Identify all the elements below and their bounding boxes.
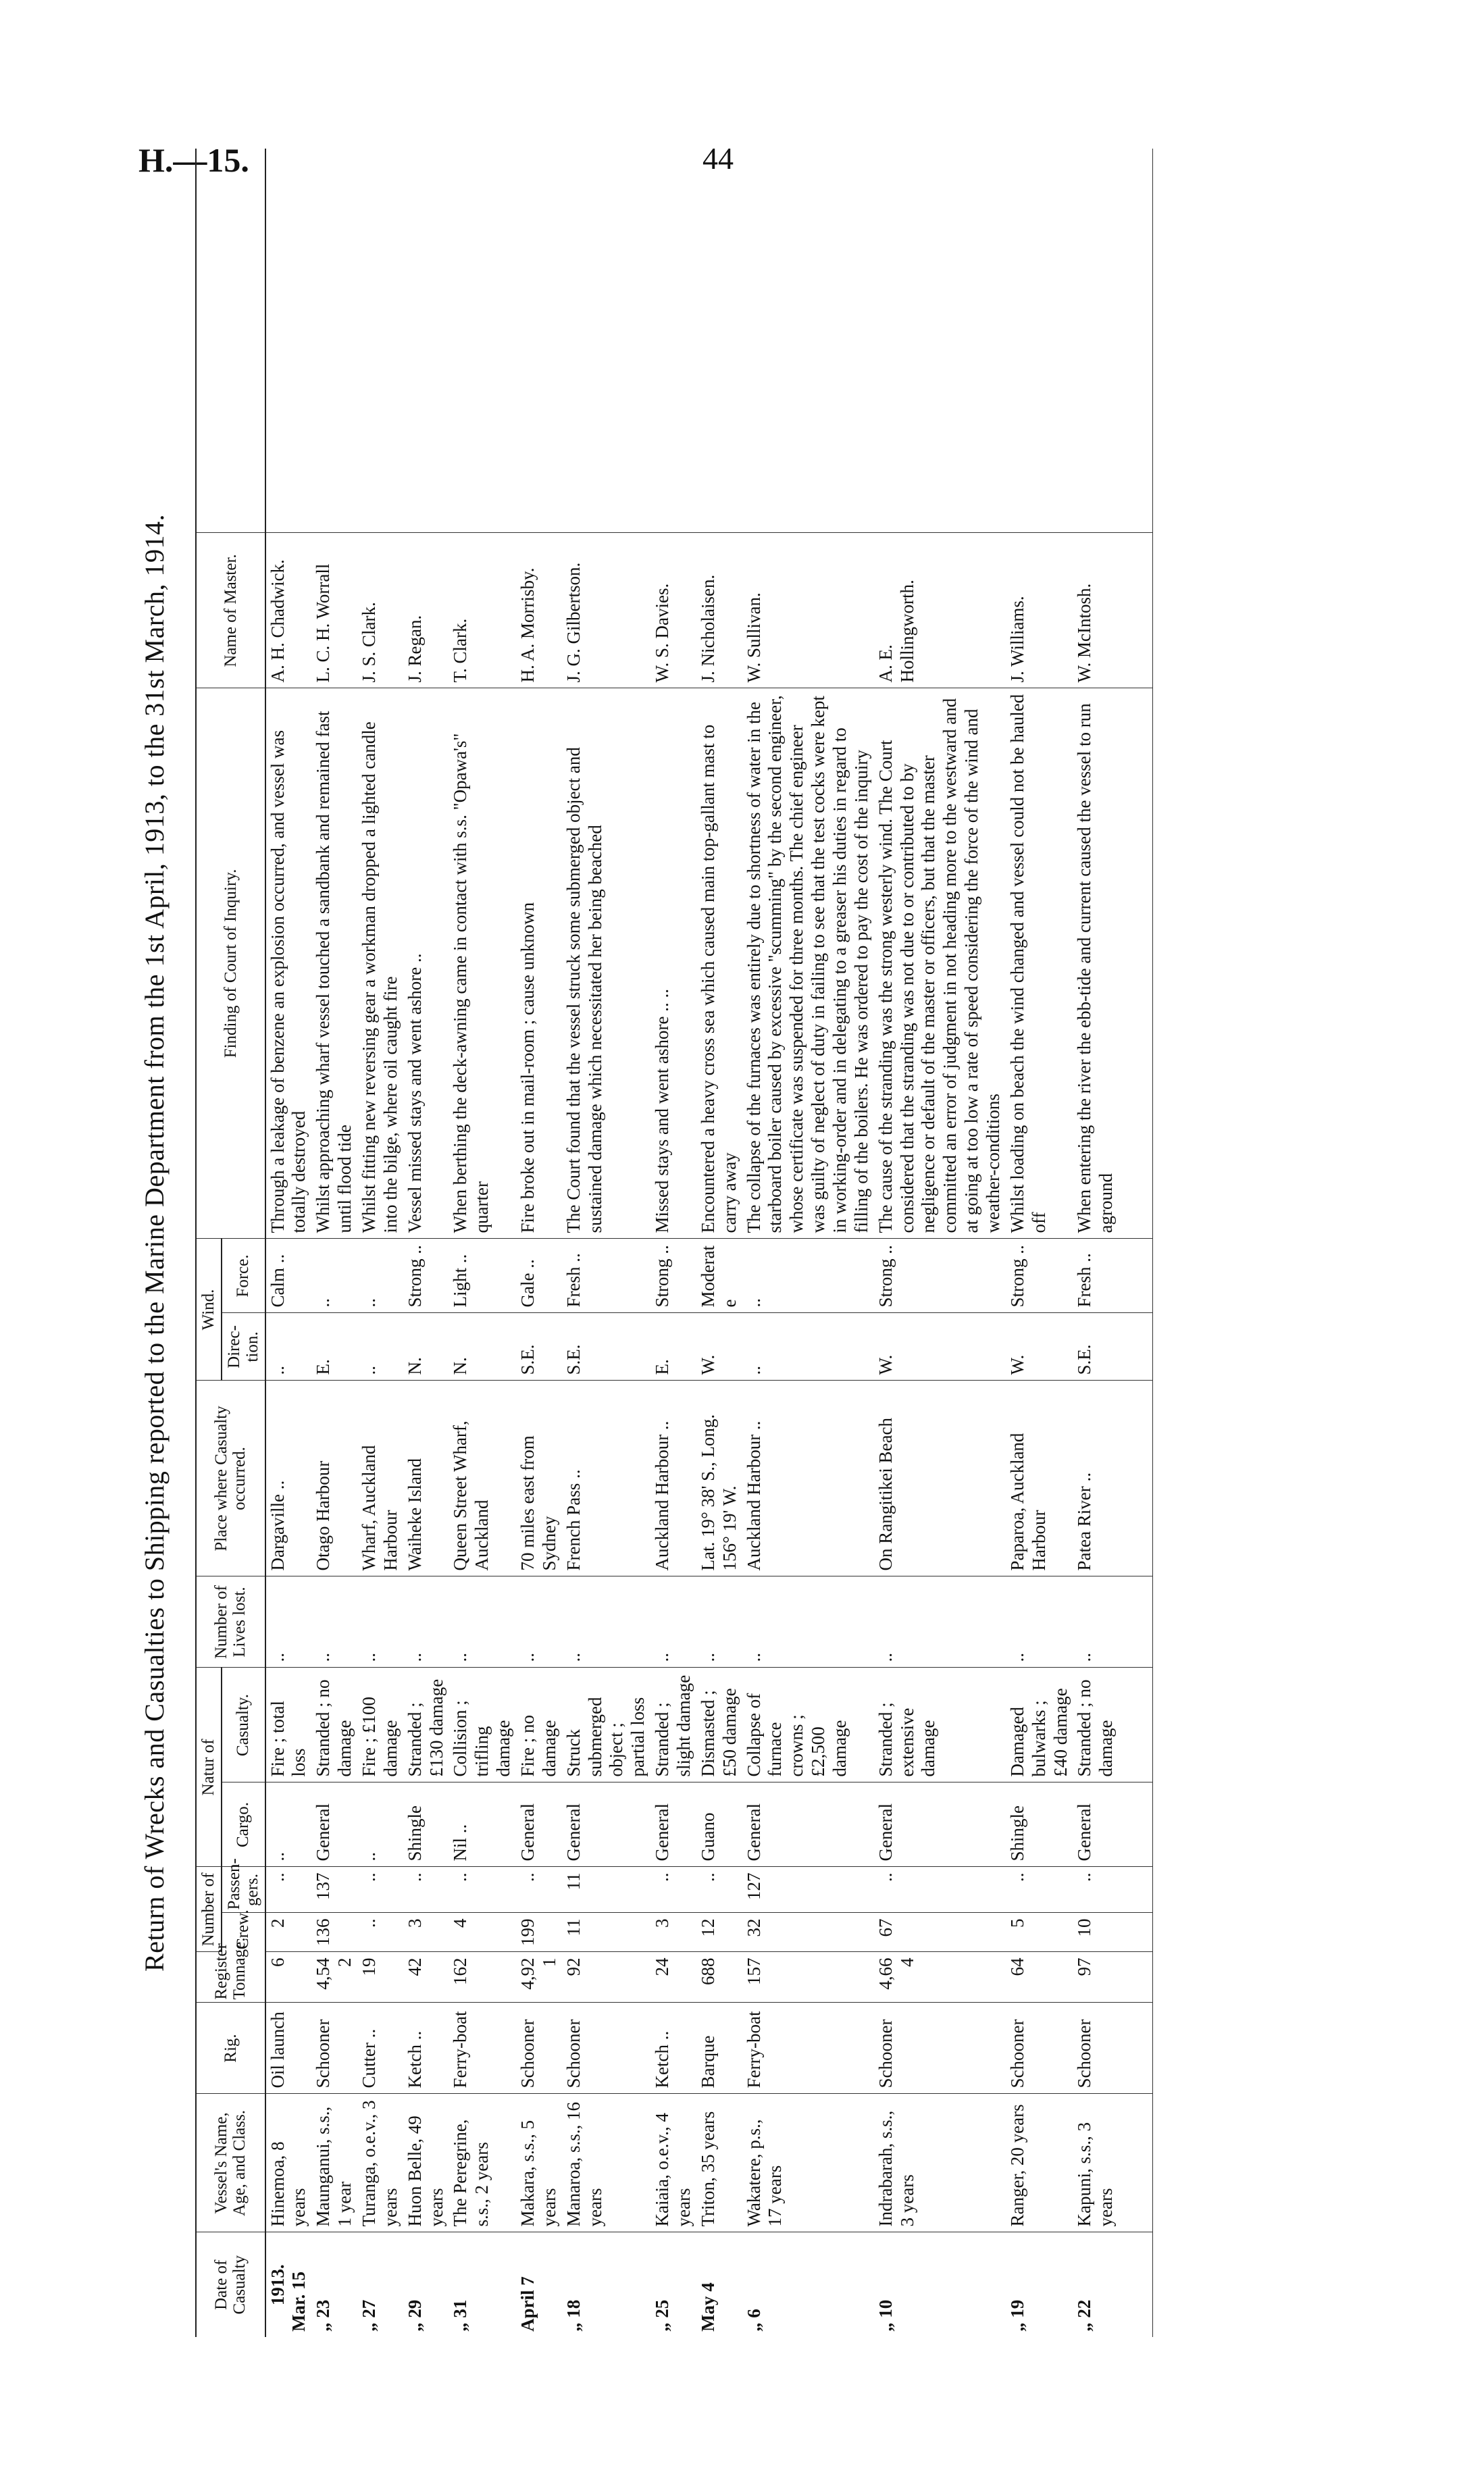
spare-cell (449, 149, 516, 533)
casualty-place: Waiheke Island (403, 1381, 449, 1576)
master-name: T. Clark. (449, 533, 516, 688)
crew-count: 2 (265, 1913, 312, 1952)
rig: Schooner (1006, 2003, 1073, 2094)
lives-lost: .. (449, 1576, 516, 1668)
register-tonnage: 42 (403, 1952, 449, 2003)
casualty-place: Otago Harbour (311, 1381, 357, 1576)
passenger-count: .. (696, 1867, 742, 1913)
passenger-count: .. (650, 1867, 696, 1913)
master-name: L. C. H. Worrall (311, 533, 357, 688)
spare-cell (696, 149, 742, 533)
filler-cell (1119, 1782, 1152, 1867)
casualty-date (516, 2232, 562, 2337)
wind-force: Fresh .. (1073, 1239, 1119, 1313)
filler-cell (1119, 533, 1152, 688)
spare-cell (403, 149, 449, 533)
rig: Ferry-boat (449, 2003, 516, 2094)
court-finding: Whilst approaching wharf vessel touched a sandbank and remained fast until flood tide (311, 688, 357, 1239)
rig: Schooner (1073, 2003, 1119, 2094)
casualty-month: „ (313, 2322, 334, 2332)
vessel-name: Wakatere, p.s., 17 years (742, 2094, 874, 2232)
cargo: General (1073, 1782, 1119, 1867)
spare-cell (742, 149, 874, 533)
master-name: A. H. Chadwick. (265, 533, 312, 688)
casualty-nature: Damaged bulwarks ; £40 damage (1006, 1668, 1073, 1782)
rig: Schooner (874, 2003, 1006, 2094)
filler-cell (1119, 2094, 1152, 2232)
wind-force: Strong .. (1006, 1239, 1073, 1313)
master-name: W. Sullivan. (742, 533, 874, 688)
header-wind-direction: Direc-tion. (222, 1313, 265, 1381)
spare-cell (357, 149, 403, 533)
header-number-of: Number of (196, 1867, 222, 1952)
court-finding: The Court found that the vessel struck some submerged object and sustained damage which necessitated her being beached (562, 688, 650, 1239)
casualty-month: „ (743, 2322, 764, 2332)
casualty-date (449, 2232, 516, 2337)
table-row (449, 149, 516, 2337)
casualty-date (696, 2232, 742, 2337)
master-name: J. Williams. (1006, 533, 1073, 688)
casualty-month: „ (652, 2322, 673, 2332)
master-name: J. G. Gilbertson. (562, 533, 650, 688)
wind-direction: W. (874, 1313, 1006, 1381)
table-row (696, 149, 742, 2337)
casualty-day: 22 (1074, 2299, 1095, 2318)
vessel-name: Triton, 35 years (696, 2094, 742, 2232)
casualty-nature: Dismasted ; £50 damage (696, 1668, 742, 1782)
passenger-count: 127 (742, 1867, 874, 1913)
casualty-place: Lat. 19° 38' S., Long. 156° 19' W. (696, 1381, 742, 1576)
casualty-month: Mar. (288, 2294, 309, 2332)
casualty-place: Auckland Harbour .. (650, 1381, 696, 1576)
cargo: General (516, 1782, 562, 1867)
spare-cell (874, 149, 1006, 533)
crew-count: 67 (874, 1913, 1006, 1952)
passenger-count: .. (265, 1867, 312, 1913)
master-name: W. McIntosh. (1073, 533, 1119, 688)
casualty-place: Paparoa, Auckland Harbour (1006, 1381, 1073, 1576)
wind-direction: N. (449, 1313, 516, 1381)
court-finding: Through a leakage of benzene an explosion occurred, and vessel was totally destroyed (265, 688, 312, 1239)
crew-count: 4 (449, 1913, 516, 1952)
filler-cell (1119, 1313, 1152, 1381)
table-row (874, 149, 1006, 2337)
master-name: J. Regan. (403, 533, 449, 688)
court-finding: When entering the river the ebb-tide and current caused the vessel to run aground (1073, 688, 1119, 1239)
casualty-date (311, 2232, 357, 2337)
crew-count: 3 (403, 1913, 449, 1952)
passenger-count: .. (403, 1867, 449, 1913)
casualty-day: 18 (563, 2299, 584, 2318)
casualty-nature: Stranded ; £130 damage (403, 1668, 449, 1782)
lives-lost: .. (357, 1576, 403, 1668)
header-vessel: Vessel's Name, Age, and Class. (196, 2094, 265, 2232)
crew-count: 136 (311, 1913, 357, 1952)
master-name: H. A. Morrisby. (516, 533, 562, 688)
filler-cell (1119, 1952, 1152, 2003)
lives-lost: .. (265, 1576, 312, 1668)
header-cargo: Cargo. (222, 1782, 265, 1867)
court-finding: Encountered a heavy cross sea which caused main top-gallant mast to carry away (696, 688, 742, 1239)
lives-lost: .. (1006, 1576, 1073, 1668)
casualty-nature: Stranded ; extensive damage (874, 1668, 1006, 1782)
casualty-day: 10 (875, 2299, 896, 2318)
court-finding: When berthing the deck-awning came in contact with s.s. "Opawa's" quarter (449, 688, 516, 1239)
casualty-place: Auckland Harbour .. (742, 1381, 874, 1576)
casualty-date (874, 2232, 1006, 2337)
header-wind: Wind. (196, 1239, 222, 1381)
casualty-date (650, 2232, 696, 2337)
filler-cell (1119, 149, 1152, 533)
casualty-day: 6 (743, 2309, 764, 2318)
casualty-day: 25 (652, 2299, 673, 2318)
header-wind-force: Force. (222, 1239, 265, 1313)
casualty-month: „ (875, 2322, 896, 2332)
table-row (357, 149, 403, 2337)
casualty-date (357, 2232, 403, 2337)
casualty-month: April (517, 2290, 538, 2332)
court-finding: Missed stays and went ashore .. .. (650, 688, 696, 1239)
register-tonnage: 4,921 (516, 1952, 562, 2003)
header-lives-lost: Number of Lives lost. (196, 1576, 265, 1668)
casualty-day: 7 (517, 2276, 538, 2286)
table-row (650, 149, 696, 2337)
register-tonnage: 64 (1006, 1952, 1073, 2003)
casualty-return-table (195, 149, 1153, 2337)
casualty-day: 15 (288, 2272, 309, 2290)
court-finding: Whilst loading on beach the wind changed and vessel could not be hauled off (1006, 688, 1073, 1239)
table-title: Return of Wrecks and Casualties to Shipping reported to the Marine Department from the 1st April, 1913, to the 31st March, 1914. (139, 514, 170, 1972)
register-tonnage: 19 (357, 1952, 403, 2003)
casualty-nature: Fire ; total loss (265, 1668, 312, 1782)
casualty-nature: Fire ; no damage (516, 1668, 562, 1782)
table-row (265, 149, 312, 2337)
wind-force: Gale .. (516, 1239, 562, 1313)
casualty-nature: Stranded ; slight damage (650, 1668, 696, 1782)
wind-force: .. (742, 1239, 874, 1313)
casualty-date (1006, 2232, 1073, 2337)
passenger-count: .. (357, 1867, 403, 1913)
filler-cell (1119, 688, 1152, 1239)
register-tonnage: 6 (265, 1952, 312, 2003)
casualty-place: 70 miles east from Sydney (516, 1381, 562, 1576)
casualty-month: „ (1006, 2322, 1027, 2332)
casualty-nature: Collapse of furnace crowns ; £2,500 damage (742, 1668, 874, 1782)
vessel-name: The Peregrine, s.s., 2 years (449, 2094, 516, 2232)
vessel-name: Huon Belle, 49 years (403, 2094, 449, 2232)
header-place: Place where Casualty occurred. (196, 1381, 265, 1576)
casualty-date (265, 2232, 312, 2337)
header-nature-of: Natur of (196, 1668, 222, 1867)
wind-direction: W. (696, 1313, 742, 1381)
header-master: Name of Master. (196, 533, 265, 688)
casualty-nature: Stranded ; no damage (311, 1668, 357, 1782)
spare-cell (1073, 149, 1119, 533)
wind-direction: E. (650, 1313, 696, 1381)
passenger-count: .. (516, 1867, 562, 1913)
wind-force: Light .. (449, 1239, 516, 1313)
lives-lost: .. (874, 1576, 1006, 1668)
rig: Cutter .. (357, 2003, 403, 2094)
spare-cell (650, 149, 696, 533)
master-name: W. S. Davies. (650, 533, 696, 688)
wind-force: Strong .. (874, 1239, 1006, 1313)
header-tonnage: Register Tonnage. (196, 1952, 265, 2003)
header-crew: Crew. (222, 1913, 265, 1952)
casualty-day: 19 (1006, 2299, 1027, 2318)
wind-direction: S.E. (1073, 1313, 1119, 1381)
table-row (1073, 149, 1119, 2337)
casualty-date (562, 2232, 650, 2337)
lives-lost: .. (742, 1576, 874, 1668)
crew-count: 12 (696, 1913, 742, 1952)
header-spare (196, 149, 265, 533)
wind-direction: .. (742, 1313, 874, 1381)
filler-cell (1119, 2232, 1152, 2337)
vessel-name: Manaroa, s.s., 16 years (562, 2094, 650, 2232)
register-tonnage: 162 (449, 1952, 516, 2003)
register-tonnage: 92 (562, 1952, 650, 2003)
header-date: Date of Casualty (196, 2232, 265, 2337)
casualty-date (742, 2232, 874, 2337)
passenger-count: .. (449, 1867, 516, 1913)
casualty-nature: Stranded ; no damage (1073, 1668, 1119, 1782)
header-passengers: Passen-gers. (222, 1867, 265, 1913)
spare-cell (311, 149, 357, 533)
casualty-day: 27 (358, 2299, 379, 2318)
rig: Ketch .. (403, 2003, 449, 2094)
master-name: J. S. Clark. (357, 533, 403, 688)
passenger-count: 11 (562, 1867, 650, 1913)
casualty-month: „ (563, 2322, 584, 2332)
register-tonnage: 157 (742, 1952, 874, 2003)
court-finding: The collapse of the furnaces was entirely due to shortness of water in the starboard boiler caused by excessive "scumming" by the second engineer, whose certificate was suspended for three months. The chief engineer was guilty of neglect of duty in failing to see that the test cocks were kept in working-order and in delegating to a greaser his duties in regard to filling of the boilers. He was ordered to pay the cost of the inquiry (742, 688, 874, 1239)
vessel-name: Maunganui, s.s., 1 year (311, 2094, 357, 2232)
header-casualty: Casualty. (222, 1668, 265, 1782)
lives-lost: .. (1073, 1576, 1119, 1668)
casualty-place: Queen Street Wharf, Auckland (449, 1381, 516, 1576)
lives-lost: .. (516, 1576, 562, 1668)
vessel-name: Ranger, 20 years (1006, 2094, 1073, 2232)
wind-force: Strong .. (650, 1239, 696, 1313)
spare-cell (265, 149, 312, 533)
passenger-count: .. (1006, 1867, 1073, 1913)
court-finding: Fire broke out in mail-room ; cause unknown (516, 688, 562, 1239)
filler-row (1119, 149, 1152, 2337)
wind-force: Strong .. (403, 1239, 449, 1313)
crew-count: 5 (1006, 1913, 1073, 1952)
register-tonnage: 97 (1073, 1952, 1119, 2003)
table-row (311, 149, 357, 2337)
vessel-name: Indrabarah, s.s., 3 years (874, 2094, 1006, 2232)
wind-force: Calm .. (265, 1239, 312, 1313)
casualty-date (1073, 2232, 1119, 2337)
cargo: General (874, 1782, 1006, 1867)
cargo: Shingle (1006, 1782, 1073, 1867)
table-row (1006, 149, 1073, 2337)
crew-count: 10 (1073, 1913, 1119, 1952)
table-row (516, 149, 562, 2337)
casualty-nature: Struck submerged object ; partial loss (562, 1668, 650, 1782)
cargo: General (562, 1782, 650, 1867)
crew-count: 11 (562, 1913, 650, 1952)
casualty-nature: Fire ; £100 damage (357, 1668, 403, 1782)
crew-count: .. (357, 1913, 403, 1952)
rig: Schooner (562, 2003, 650, 2094)
court-finding: Vessel missed stays and went ashore .. (403, 688, 449, 1239)
cargo: Shingle (403, 1782, 449, 1867)
lives-lost: .. (311, 1576, 357, 1668)
spare-cell (516, 149, 562, 533)
filler-cell (1119, 1913, 1152, 1952)
crew-count: 199 (516, 1913, 562, 1952)
cargo: .. (265, 1782, 312, 1867)
wind-direction: E. (311, 1313, 357, 1381)
lives-lost: .. (650, 1576, 696, 1668)
vessel-name: Kapuni, s.s., 3 years (1073, 2094, 1119, 2232)
spare-cell (562, 149, 650, 533)
filler-cell (1119, 1576, 1152, 1668)
casualty-place: Patea River .. (1073, 1381, 1119, 1576)
wind-direction: N. (403, 1313, 449, 1381)
lives-lost: .. (696, 1576, 742, 1668)
vessel-name: Kaiaia, o.e.v., 4 years (650, 2094, 696, 2232)
crew-count: 32 (742, 1913, 874, 1952)
register-tonnage: 688 (696, 1952, 742, 2003)
filler-cell (1119, 1381, 1152, 1576)
cargo: General (311, 1782, 357, 1867)
filler-cell (1119, 1239, 1152, 1313)
wind-force: .. (311, 1239, 357, 1313)
master-name: J. Nicholaisen. (696, 533, 742, 688)
register-tonnage: 4,664 (874, 1952, 1006, 2003)
casualty-nature: Collision ; trifling damage (449, 1668, 516, 1782)
casualty-place: French Pass .. (562, 1381, 650, 1576)
casualty-place: Wharf, Auckland Harbour (357, 1381, 403, 1576)
casualty-year: 1913. (267, 2264, 288, 2306)
cargo: Guano (696, 1782, 742, 1867)
rig: Schooner (311, 2003, 357, 2094)
table-row (742, 149, 874, 2337)
wind-direction: .. (265, 1313, 312, 1381)
casualty-day: 23 (313, 2299, 334, 2318)
register-tonnage: 24 (650, 1952, 696, 2003)
passenger-count: 137 (311, 1867, 357, 1913)
filler-cell (1119, 2003, 1152, 2094)
court-finding: The cause of the stranding was the strong westerly wind. The Court considered that the stranding was not due to or contributed to by negligence or default of the master or officers, but that the master committed an error of judgment in not heading more to the westward and at going at too low a rate of speed considering the force of the wind and weather-conditions (874, 688, 1006, 1239)
table-row (562, 149, 650, 2337)
filler-cell (1119, 1668, 1152, 1782)
casualty-month: May (697, 2296, 718, 2332)
casualty-month: „ (404, 2322, 425, 2332)
casualty-month: „ (1074, 2322, 1095, 2332)
page-identifier: H.—15. (138, 141, 249, 179)
vessel-name: Turanga, o.e.v., 3 years (357, 2094, 403, 2232)
casualty-month: „ (450, 2322, 471, 2332)
cargo: .. (357, 1782, 403, 1867)
rig: Barque (696, 2003, 742, 2094)
spare-cell (1006, 149, 1073, 533)
rotated-table-area (138, 149, 1408, 2337)
header-finding: Finding of Court of Inquiry. (196, 688, 265, 1239)
vessel-name: Hinemoa, 8 years (265, 2094, 312, 2232)
cargo: General (742, 1782, 874, 1867)
wind-force: Moderate (696, 1239, 742, 1313)
court-finding: Whilst fitting new reversing gear a workman dropped a lighted candle into the bilge, where oil caught fire (357, 688, 403, 1239)
wind-direction: S.E. (516, 1313, 562, 1381)
casualty-place: Dargaville .. (265, 1381, 312, 1576)
register-tonnage: 4,542 (311, 1952, 357, 2003)
rig: Oil launch (265, 2003, 312, 2094)
casualty-day: 29 (404, 2299, 425, 2318)
casualty-day: 31 (450, 2299, 471, 2318)
passenger-count: .. (1073, 1867, 1119, 1913)
filler-cell (1119, 1867, 1152, 1913)
master-name: A. E. Hollingworth. (874, 533, 1006, 688)
casualty-day: 4 (697, 2282, 718, 2292)
header-rig: Rig. (196, 2003, 265, 2094)
wind-direction: S.E. (562, 1313, 650, 1381)
rig: Ketch .. (650, 2003, 696, 2094)
crew-count: 3 (650, 1913, 696, 1952)
passenger-count: .. (874, 1867, 1006, 1913)
cargo: Nil .. (449, 1782, 516, 1867)
casualty-date (403, 2232, 449, 2337)
rig: Schooner (516, 2003, 562, 2094)
casualty-place: On Rangitikei Beach (874, 1381, 1006, 1576)
vessel-name: Makara, s.s., 5 years (516, 2094, 562, 2232)
rig: Ferry-boat (742, 2003, 874, 2094)
casualty-month: „ (358, 2322, 379, 2332)
wind-force: Fresh .. (562, 1239, 650, 1313)
table-row (403, 149, 449, 2337)
wind-force: .. (357, 1239, 403, 1313)
cargo: General (650, 1782, 696, 1867)
lives-lost: .. (562, 1576, 650, 1668)
wind-direction: .. (357, 1313, 403, 1381)
wind-direction: W. (1006, 1313, 1073, 1381)
lives-lost: .. (403, 1576, 449, 1668)
page-number: 44 (702, 141, 734, 176)
